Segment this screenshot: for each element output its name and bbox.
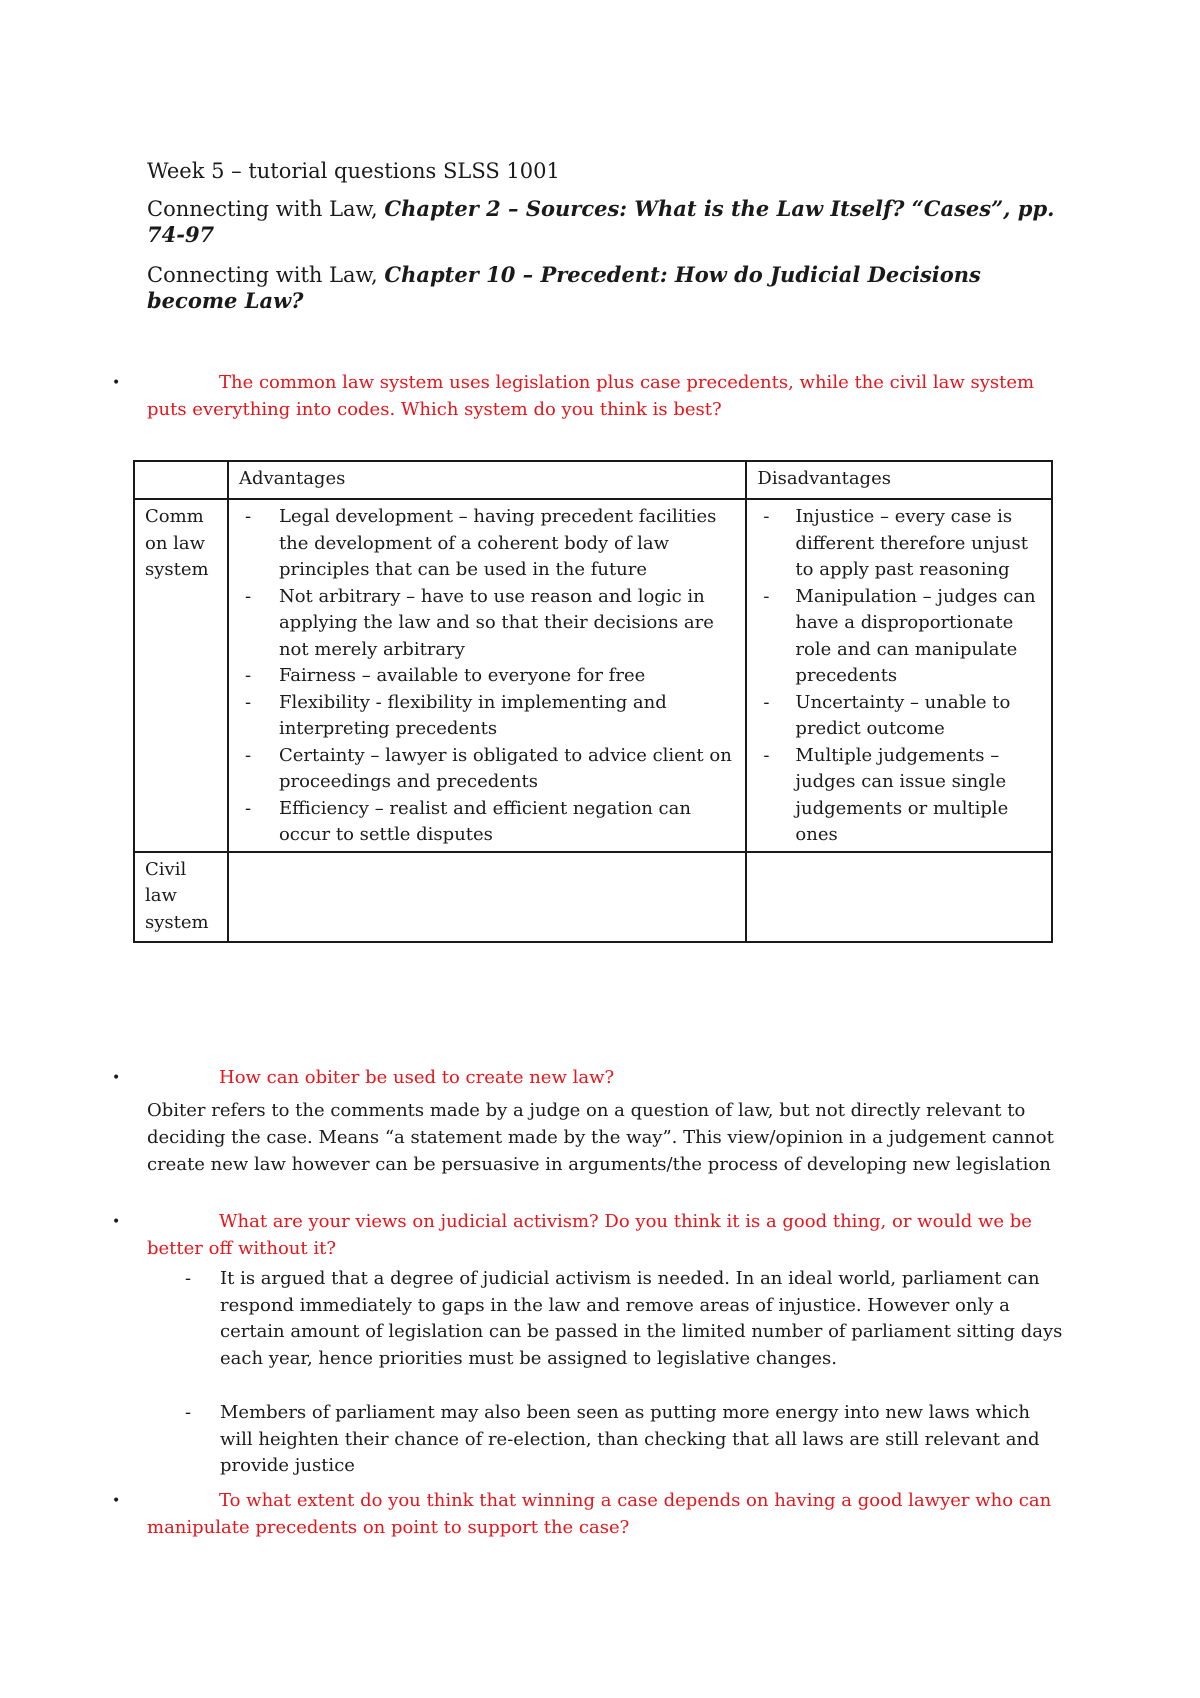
list-item: - Manipulation – judges can have a disproportionate role and can manipulate precedents	[763, 585, 1036, 686]
disadvantages-list	[757, 504, 1041, 849]
question-1: The common law system uses legislation plus case precedents, while the civil law system puts everything into codes. Which system do you think is best?	[147, 372, 1035, 420]
list-item: - Fairness – available to everyone for free	[244, 665, 646, 686]
civil-law-disadvantages-cell	[746, 852, 1052, 942]
table-header-disadvantages: Disadvantages	[746, 461, 1052, 499]
list-item: - Injustice – every case is different therefore unjust to apply past reasoning	[763, 506, 1028, 580]
document-title: Week 5 – tutorial questions SLSS 1001	[147, 159, 560, 183]
list-item: - Efficiency – realist and efficient negation can occur to settle disputes	[244, 797, 691, 845]
table-row-common-law	[134, 499, 1052, 852]
dash-marker: -	[185, 1402, 192, 1423]
list-item: - Certainty – lawyer is obligated to advice client on proceedings and precedents	[244, 744, 732, 792]
subtitle-chapter-2: Connecting with Law, Chapter 2 – Sources: What is the Law Itself? “Cases”, pp. 74-97	[147, 196, 1055, 247]
bullet-marker: •	[112, 1214, 121, 1230]
civil-law-advantages-cell	[228, 852, 746, 942]
bullet-marker: •	[112, 1070, 121, 1086]
bullet-marker: •	[112, 1493, 121, 1509]
question-2: How can obiter be used to create new law?	[219, 1067, 615, 1088]
list-item: - Multiple judgements – judges can issue single judgements or multiple ones	[763, 744, 1009, 845]
common-law-disadvantages-cell	[746, 499, 1052, 852]
dash-marker: -	[185, 1268, 192, 1289]
row-label-common-law: Comm on law system	[134, 499, 228, 852]
row-label-civil-law: Civil law system	[134, 852, 228, 942]
question-3: What are your views on judicial activism? Do you think it is a good thing, or would we be better off without it?	[147, 1211, 1032, 1259]
table-header-advantages: Advantages	[228, 461, 746, 499]
table-header-blank	[134, 461, 228, 499]
list-item: - Flexibility - flexibility in implementing and interpreting precedents	[244, 691, 667, 739]
list-item: - Uncertainty – unable to predict outcome	[763, 691, 1011, 739]
common-law-advantages-cell	[228, 499, 746, 852]
question-4: To what extent do you think that winning a case depends on having a good lawyer who can manipulate precedents on point to support the case?	[147, 1490, 1052, 1538]
subtitle-chapter-10: Connecting with Law, Chapter 10 – Precedent: How do Judicial Decisions become Law?	[147, 262, 981, 313]
obiter-answer: Obiter refers to the comments made by a judge on a question of law, but not directly relevant to deciding the case. Means “a statement made by the way”. This view/opinion in a judgement cannot create new law however can be persuasive in arguments/the process of developing new legislation	[147, 1100, 1054, 1175]
list-item: - Legal development – having precedent facilities the development of a coherent body of law principles that can be used in the future	[244, 506, 717, 580]
table-header-row	[134, 461, 1052, 499]
comparison-table	[133, 460, 1053, 943]
bullet-marker: •	[112, 375, 121, 391]
activism-answer-2: Members of parliament may also been seen as putting more energy into new laws which will heighten their chance of re-election, than checking that all laws are still relevant and provide justice	[220, 1402, 1040, 1476]
list-item: - Not arbitrary – have to use reason and logic in applying the law and so that their decisions are not merely arbitrary	[244, 585, 714, 660]
advantages-list	[239, 504, 735, 849]
table-row-civil-law	[134, 852, 1052, 942]
activism-answer-1: It is argued that a degree of judicial activism is needed. In an ideal world, parliament can respond immediately to gaps in the law and remove areas of injustice. However only a certain amount of legislation can be passed in the limited number of parliament sitting days each year, hence priorities must be assigned to legislative changes.	[220, 1268, 1063, 1369]
